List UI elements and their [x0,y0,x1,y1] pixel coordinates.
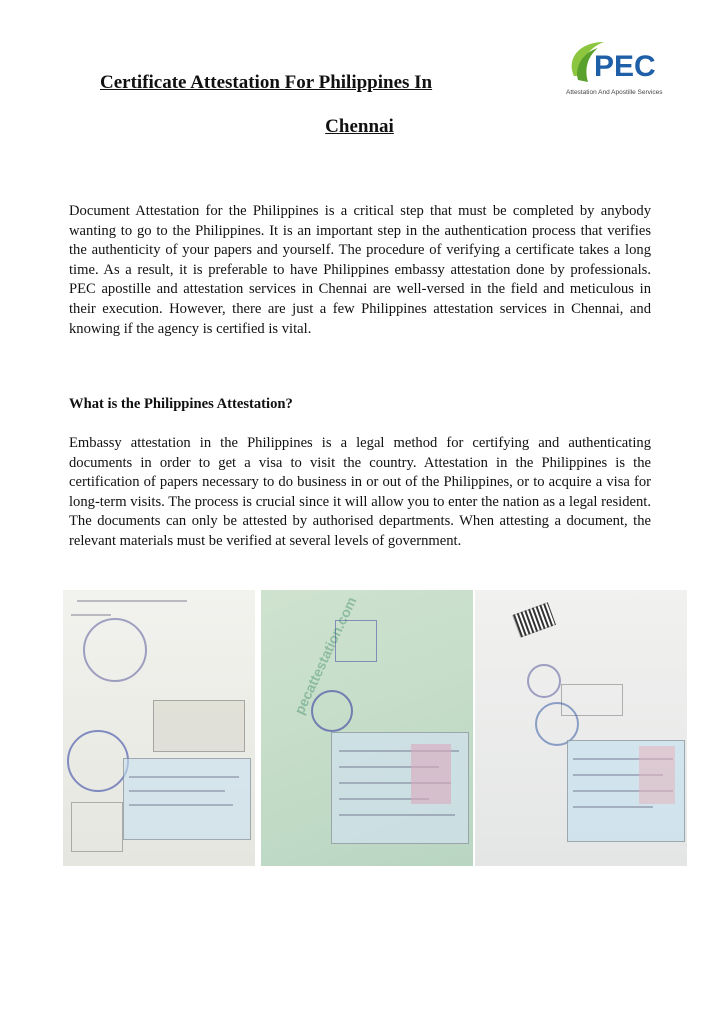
document-photo-middle [261,590,473,866]
section-paragraph: Embassy attestation in the Philippines is a legal method for certifying and authenticating documents in order to get a visa to visit the country. Attestation in the Philippines is the certification of papers necessary to do business in or out of the Philippines, or to acquire a visa for long-term visits. The process is crucial since it will allow you to enter the nation as a legal resident. The documents can only be attested by authorised departments. When attesting a document, the relevant materials must be verified at several levels of government. [69,435,651,549]
watermark-text: pecattestation.com [291,594,360,717]
document-photo-left [63,590,255,866]
intro-paragraph: Document Attestation for the Philippines is a critical step that must be completed by anybody wanting to go to the Philippines. It is an important step in the authentication process that verifies the authenticity of your papers and yourself. The procedure of verifying a certificate takes a long time. As a result, it is preferable to have Philippines embassy attestation done by professionals. PEC apostille and attestation services in Chennai are well-versed in the field and meticulous in their execution. However, there are just a few Philippines attestation services in Chennai, and knowing if the agency is certified is vital. [69,203,651,337]
pec-logo [564,36,674,100]
section-heading: What is the Philippines Attestation? [69,396,293,412]
pec-logo-graphic [564,36,674,100]
attested-documents-image [63,588,687,868]
page-title-line2: Chennai [325,116,394,137]
logo-text: PEC [594,50,656,83]
page-title-line1: Certificate Attestation For Philippines In [100,72,433,93]
logo-tagline: Attestation And Apostille Services [566,89,663,96]
document-photo-right [475,590,687,866]
